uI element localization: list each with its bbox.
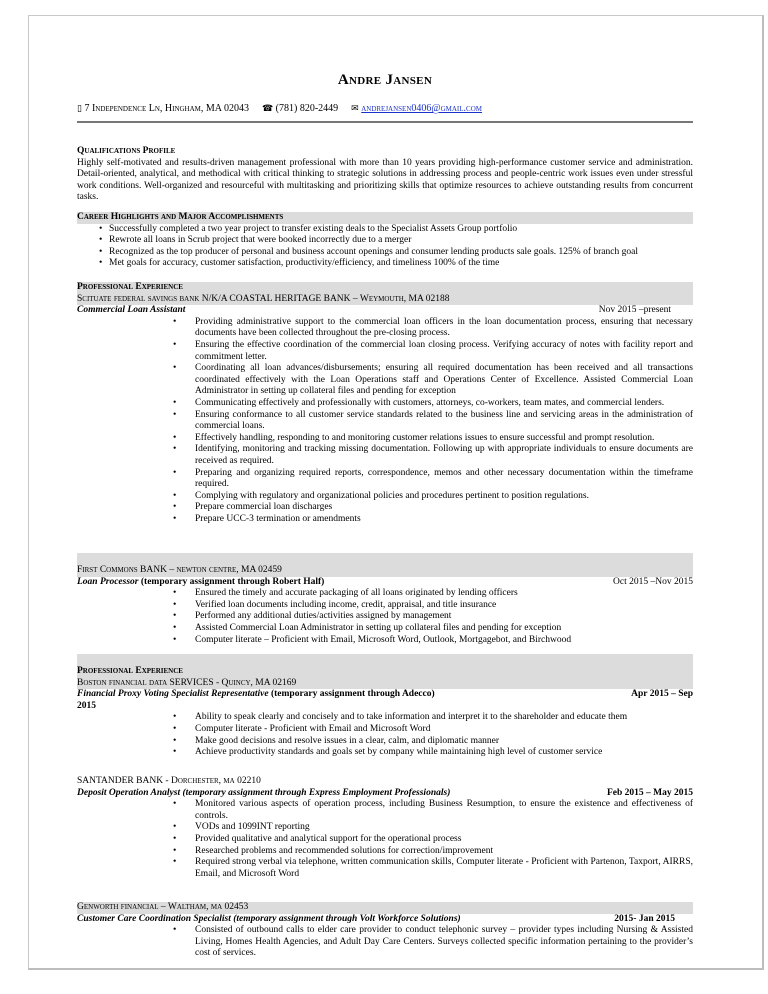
list-item: • Monitored various aspects of operation process, including Business Resumption, to ensure the existence and effectiveness of controls.: [173, 799, 693, 822]
employer: SANTANDER BANK - Dorchester, ma 02210: [77, 776, 261, 786]
duties-list: [77, 588, 693, 646]
list-item: • Ensuring conformance to all customer service standards related to the business line and servicing areas in the administration of commercial loans.: [173, 410, 693, 433]
job-title-row: [77, 577, 693, 589]
job-dates: Feb 2015 – May 2015: [606, 787, 693, 798]
qualifications-section: [77, 146, 693, 204]
phone: (781) 820-2449: [275, 103, 339, 114]
list-item: • Assisted Commercial Loan Administrator in setting up collateral files and pending for exception: [173, 623, 693, 635]
list-item: • Achieve productivity standards and goals set by company while maintaining high level of customer service: [173, 747, 693, 759]
duties-list: [77, 799, 693, 880]
highlights-section: [77, 212, 693, 270]
experience-heading: Professional Experience: [77, 666, 693, 678]
employer: First Commons BANK – newton centre, MA 02459: [77, 565, 693, 577]
marker-icon: ▯: [77, 103, 82, 113]
qualifications-heading: Qualifications Profile: [77, 146, 176, 156]
job-title: Loan Processor: [77, 576, 139, 587]
list-item: • Make good decisions and resolve issues in a clear, calm, and diplomatic manner: [173, 736, 693, 748]
envelope-icon: ✉: [351, 103, 359, 113]
list-item: • Prepare commercial loan discharges: [173, 502, 693, 514]
experience-job-2: [77, 553, 693, 646]
job-title: Commercial Loan Assistant: [77, 305, 186, 316]
list-item: • Complying with regulatory and organizational policies and procedures pertinent to position regulations.: [173, 491, 693, 503]
list-item: • Coordinating all loan advances/disbursements; ensuring all required documentation has been received and all transactions coordinated effectively with the Loan Operations staff and Operations Center of Excellence. Assisted Commercial Loan Administrator in setting up collateral files and pending for exception: [173, 363, 693, 398]
address: 7 Independence Ln, Hingham, MA 02043: [84, 103, 249, 114]
contact-line: [77, 103, 693, 114]
job-dates: Nov 2015 –present: [598, 305, 671, 316]
job-title-row: [77, 914, 693, 926]
list-item: • Ensured the timely and accurate packaging of all loans originated by lending officers: [173, 588, 693, 600]
list-item: • Prepare UCC-3 termination or amendments: [173, 514, 693, 526]
duties-list: [77, 317, 693, 526]
list-item: • Computer literate – Proficient with Email, Microsoft Word, Outlook, Mortgagebot, and Birchwood: [173, 635, 693, 647]
list-item: • Verified loan documents including income, credit, appraisal, and title insurance: [173, 600, 693, 612]
employer: Boston financial data SERVICES - Quincy, MA 02169: [77, 678, 693, 690]
job-dates: 2015- Jan 2015: [614, 913, 675, 924]
header-divider: [77, 121, 693, 123]
list-item: • Communicating effectively and professionally with customers, attorneys, co-workers, team mates, and commercial lenders.: [173, 398, 693, 410]
list-item: • Effectively handling, responding to and monitoring customer relations issues to ensure successful and prompt resolution.: [173, 433, 693, 445]
employer: Scituate federal savings bank N/K/A COASTAL HERITAGE BANK – Weymouth, MA 02188: [77, 294, 693, 306]
experience-job-5: [77, 902, 693, 960]
experience-section-2: [77, 654, 693, 759]
experience-heading: Professional Experience: [77, 282, 693, 294]
list-item: • Successfully completed a two year project to transfer existing deals to the Specialist Assets Group portfolio: [99, 224, 693, 236]
job-dates-continued: 2015: [77, 700, 96, 711]
highlights-list: [77, 224, 693, 270]
job-title-note: (temporary assignment through Adecco): [268, 689, 435, 700]
job-title-note: (temporary assignment through Robert Half): [138, 576, 325, 587]
list-item: • Consisted of outbound calls to elder care provider to conduct telephonic survey – provider types including Nursing & Assisted Living, Homes Health Agencies, and Adult Day Care Centers. Surveys collected specific information pertaining to the provider’s cost of services.: [173, 925, 693, 960]
list-item: • VODs and 1099INT reporting: [173, 822, 693, 834]
applicant-name: Andre Jansen: [337, 72, 433, 88]
phone-icon: ☎: [261, 103, 274, 113]
list-item: • Ensuring the effective coordination of the commercial loan closing process. Verifying accuracy of notes with facility report and commitment letter.: [173, 340, 693, 363]
list-item: • Ability to speak clearly and concisely and to take information and interpret it to the shareholder and educate them: [173, 712, 693, 724]
job-title: Deposit Operation Analyst (temporary assignment through Express Employment Professionals): [77, 787, 451, 798]
job-title-row: [77, 305, 693, 317]
duties-list: [77, 712, 693, 758]
job-title: Customer Care Coordination Specialist (temporary assignment through Volt Workforce Solutions): [77, 913, 461, 924]
email-link[interactable]: andrejansen0406@gmail.com: [361, 103, 482, 114]
list-item: • Required strong verbal via telephone, written communication skills, Computer literate - Proficient with Partenon, Taxport, AIRRS, Email, and Microsoft Word: [173, 857, 693, 880]
list-item: • Recognized as the top producer of personal and business account openings and consumer lending products sale goals. 125% of branch goal: [99, 247, 693, 259]
job-title: Financial Proxy Voting Specialist Representative: [77, 689, 269, 700]
list-item: • Computer literate - Proficient with Email and Microsoft Word: [173, 724, 693, 736]
experience-job-4: [77, 776, 693, 880]
job-title-row: [77, 689, 693, 701]
list-item: • Researched problems and recommended solutions for correction/improvement: [173, 846, 693, 858]
qualifications-text: Highly self-motivated and results-driven management professional with more than 10 years providing high-performance customer service and administration. Detail-oriented, analytical, and methodical with critical thinking to strategic solutions in addressing process and people-centric work issues even under stressful work conditions. Well-organized and resourceful with multitasking and prioritizing skills that optimize resources to achieve outstanding results from concurrent tasks.: [77, 157, 693, 203]
list-item: • Providing administrative support to the commercial loan officers in the loan documentation process, ensuring that necessary documents have been collected throughout the pre-closing process.: [173, 317, 693, 340]
list-item: • Performed any additional duties/activities assigned by management: [173, 611, 693, 623]
job-title-row: [77, 788, 693, 800]
list-item: • Identifying, monitoring and tracking missing documentation. Following up with appropriate individuals to ensure documents are received as required.: [173, 444, 693, 467]
list-item: • Met goals for accuracy, customer satisfaction, productivity/efficiency, and timeliness 100% of the time: [99, 258, 693, 270]
list-item: • Rewrote all loans in Scrub project that were booked incorrectly due to a merger: [99, 235, 693, 247]
job-dates: Oct 2015 –Nov 2015: [613, 576, 693, 587]
list-item: • Preparing and organizing required reports, correspondence, memos and other necessary documentation within the timeframe required.: [173, 468, 693, 491]
duties-list: [77, 925, 693, 960]
experience-section-1: [77, 282, 693, 525]
employer: Genworth financial – Waltham, ma 02453: [77, 902, 693, 914]
list-item: • Provided qualitative and analytical support for the operational process: [173, 834, 693, 846]
highlights-heading: Career Highlights and Major Accomplishments: [77, 212, 693, 224]
job-dates: Apr 2015 – Sep: [631, 689, 693, 700]
